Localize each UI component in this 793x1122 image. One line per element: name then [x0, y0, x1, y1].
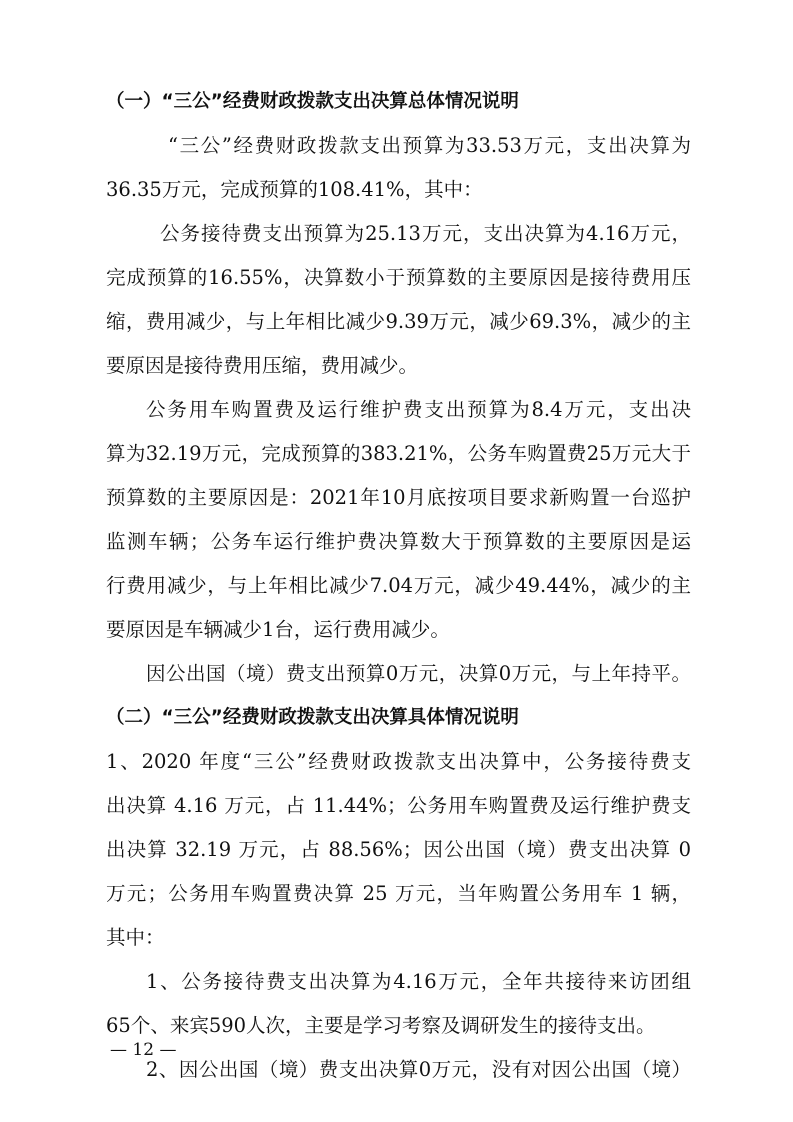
paragraph-line: 公务用车购置费及运行维护费支出预算为8.4万元，支出决	[146, 398, 691, 421]
paragraph-line: 缩，费用减少，与上年相比减少9.39万元，减少69.3%，减少的主	[106, 310, 691, 333]
paragraph-line: “三公”经费财政拨款支出预算为33.53万元，支出决算为	[168, 134, 691, 157]
paragraph-line: 2、因公出国（境）费支出决算0万元，没有对因公出国（境）	[146, 1058, 691, 1081]
section-heading-2: （二）“三公”经费财政拨款支出决算具体情况说明	[106, 707, 519, 728]
document-body	[106, 80, 691, 1092]
paragraph-line: 1、2020 年度“三公”经费财政拨款支出决算中，公务接待费支	[106, 750, 691, 773]
paragraph-line: 要原因是接待费用压缩，费用减少。	[106, 354, 419, 377]
paragraph-line: 出决算 4.16 万元，占 11.44%；公务用车购置费及运行维护费支	[106, 794, 691, 817]
paragraph-line: 公务接待费支出预算为25.13万元，支出决算为4.16万元，	[160, 222, 691, 245]
page-number: — 12 —	[110, 1040, 177, 1060]
paragraph-line: 监测车辆；公务车运行维护费决算数大于预算数的主要原因是运	[106, 530, 691, 553]
paragraph-line: 65个、来宾590人次，主要是学习考察及调研发生的接待支出。	[106, 1014, 656, 1037]
paragraph-line: 万元；公务用车购置费决算 25 万元，当年购置公务用车 1 辆，	[106, 882, 691, 905]
paragraph-line: 算为32.19万元，完成预算的383.21%，公务车购置费25万元大于	[106, 442, 691, 465]
paragraph-line: 预算数的主要原因是：2021年10月底按项目要求新购置一台巡护	[106, 486, 691, 509]
paragraph-line: 1、公务接待费支出决算为4.16万元，全年共接待来访团组	[146, 970, 691, 993]
section-heading-1: （一）“三公”经费财政拨款支出决算总体情况说明	[106, 91, 519, 112]
paragraph-line: 完成预算的16.55%，决算数小于预算数的主要原因是接待费用压	[106, 266, 691, 289]
paragraph-line: 要原因是车辆减少1台，运行费用减少。	[106, 618, 450, 641]
paragraph-line: 因公出国（境）费支出预算0万元，决算0万元，与上年持平。	[146, 662, 691, 685]
paragraph-line: 行费用减少，与上年相比减少7.04万元，减少49.44%，减少的主	[106, 574, 691, 597]
paragraph-line: 36.35万元，完成预算的108.41%，其中：	[106, 178, 483, 201]
paragraph-line: 其中：	[106, 926, 165, 949]
paragraph-line: 出决算 32.19 万元，占 88.56%；因公出国（境）费支出决算 0	[106, 838, 691, 861]
